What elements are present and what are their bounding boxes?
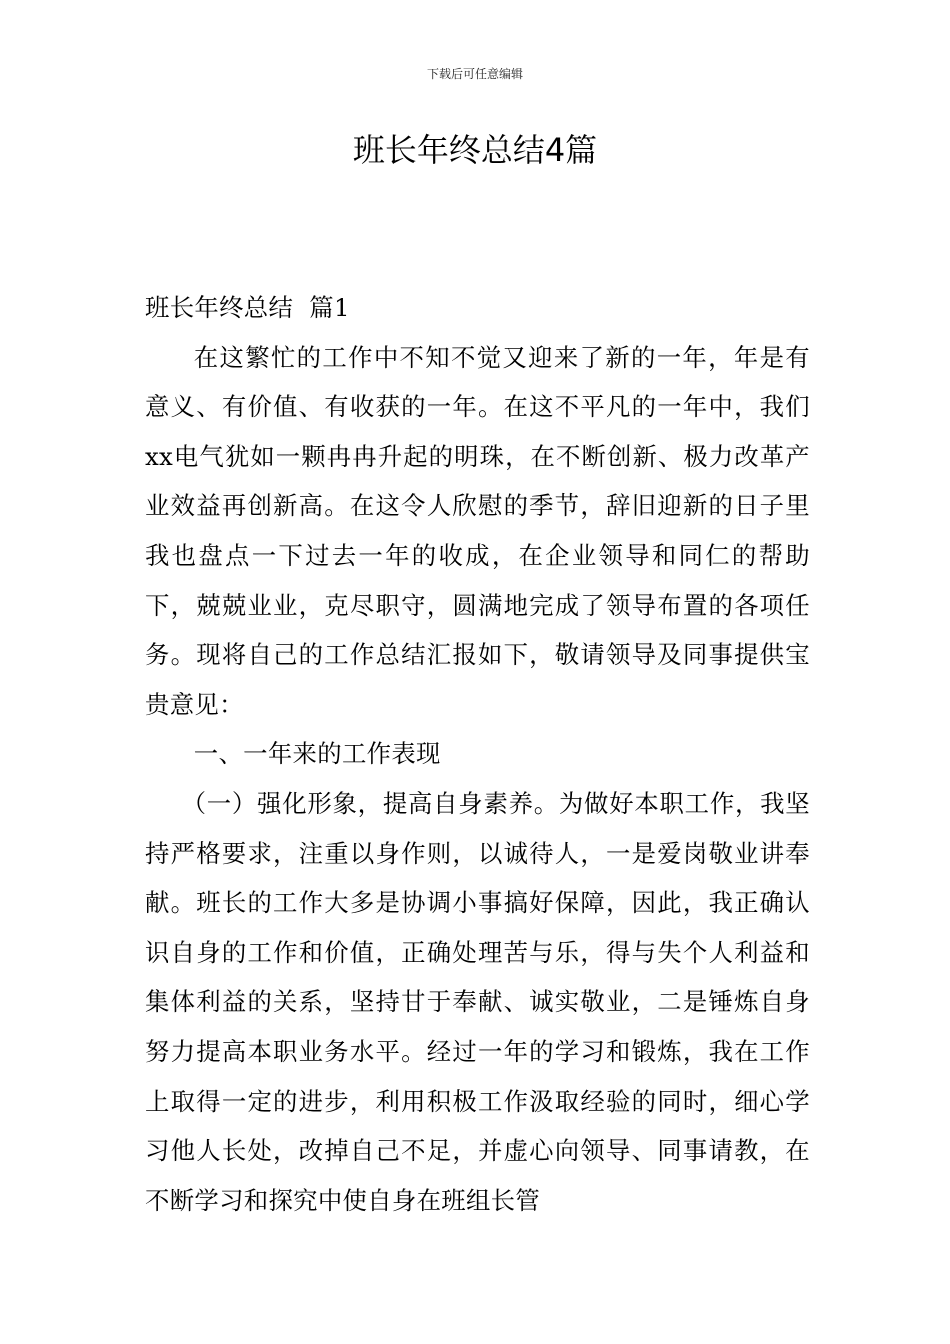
heading-work-performance: 一、一年来的工作表现 (193, 739, 441, 769)
paragraph-intro: 在这繁忙的工作中不知不觉又迎来了新的一年，年是有意义、有价值、有收获的一年。在这不平凡的一年中，我们xx电气犹如一颗冉冉升起的明珠，在不断创新、极力改革产业效益再创新高。在这令人欣慰的季节，辞旧迎新的日子里我也盘点一下过去一年的收成，在企业领导和同仁的帮助下，兢兢业业，克尽职守，圆满地完成了领导布置的各项任务。现将自己的工作总结汇报如下，敬请领导及同事提供宝贵意见： (145, 342, 810, 719)
paragraph-image-quality: （一）强化形象，提高自身素养。为做好本职工作，我坚持严格要求，注重以身作则，以诚待人，一是爱岗敬业讲奉献。班长的工作大多是协调小事搞好保障，因此，我正确认识自身的工作和价值，正确处理苦与乐，得与失个人利益和集体利益的关系，坚持甘于奉献、诚实敬业，二是锤炼自身努力提高本职业务水平。经过一年的学习和锻炼，我在工作上取得一定的进步，利用积极工作汲取经验的同时，细心学习他人长处，改掉自己不足，并虚心向领导、同事请教，在不断学习和探究中使自身在班组长管 (145, 788, 810, 1215)
document-body (145, 283, 810, 1225)
section-label: 班长年终总结 篇1 (145, 293, 350, 322)
document-title: 班长年终总结4篇 (352, 131, 598, 169)
header-note: 下载后可任意编辑 (426, 67, 523, 81)
